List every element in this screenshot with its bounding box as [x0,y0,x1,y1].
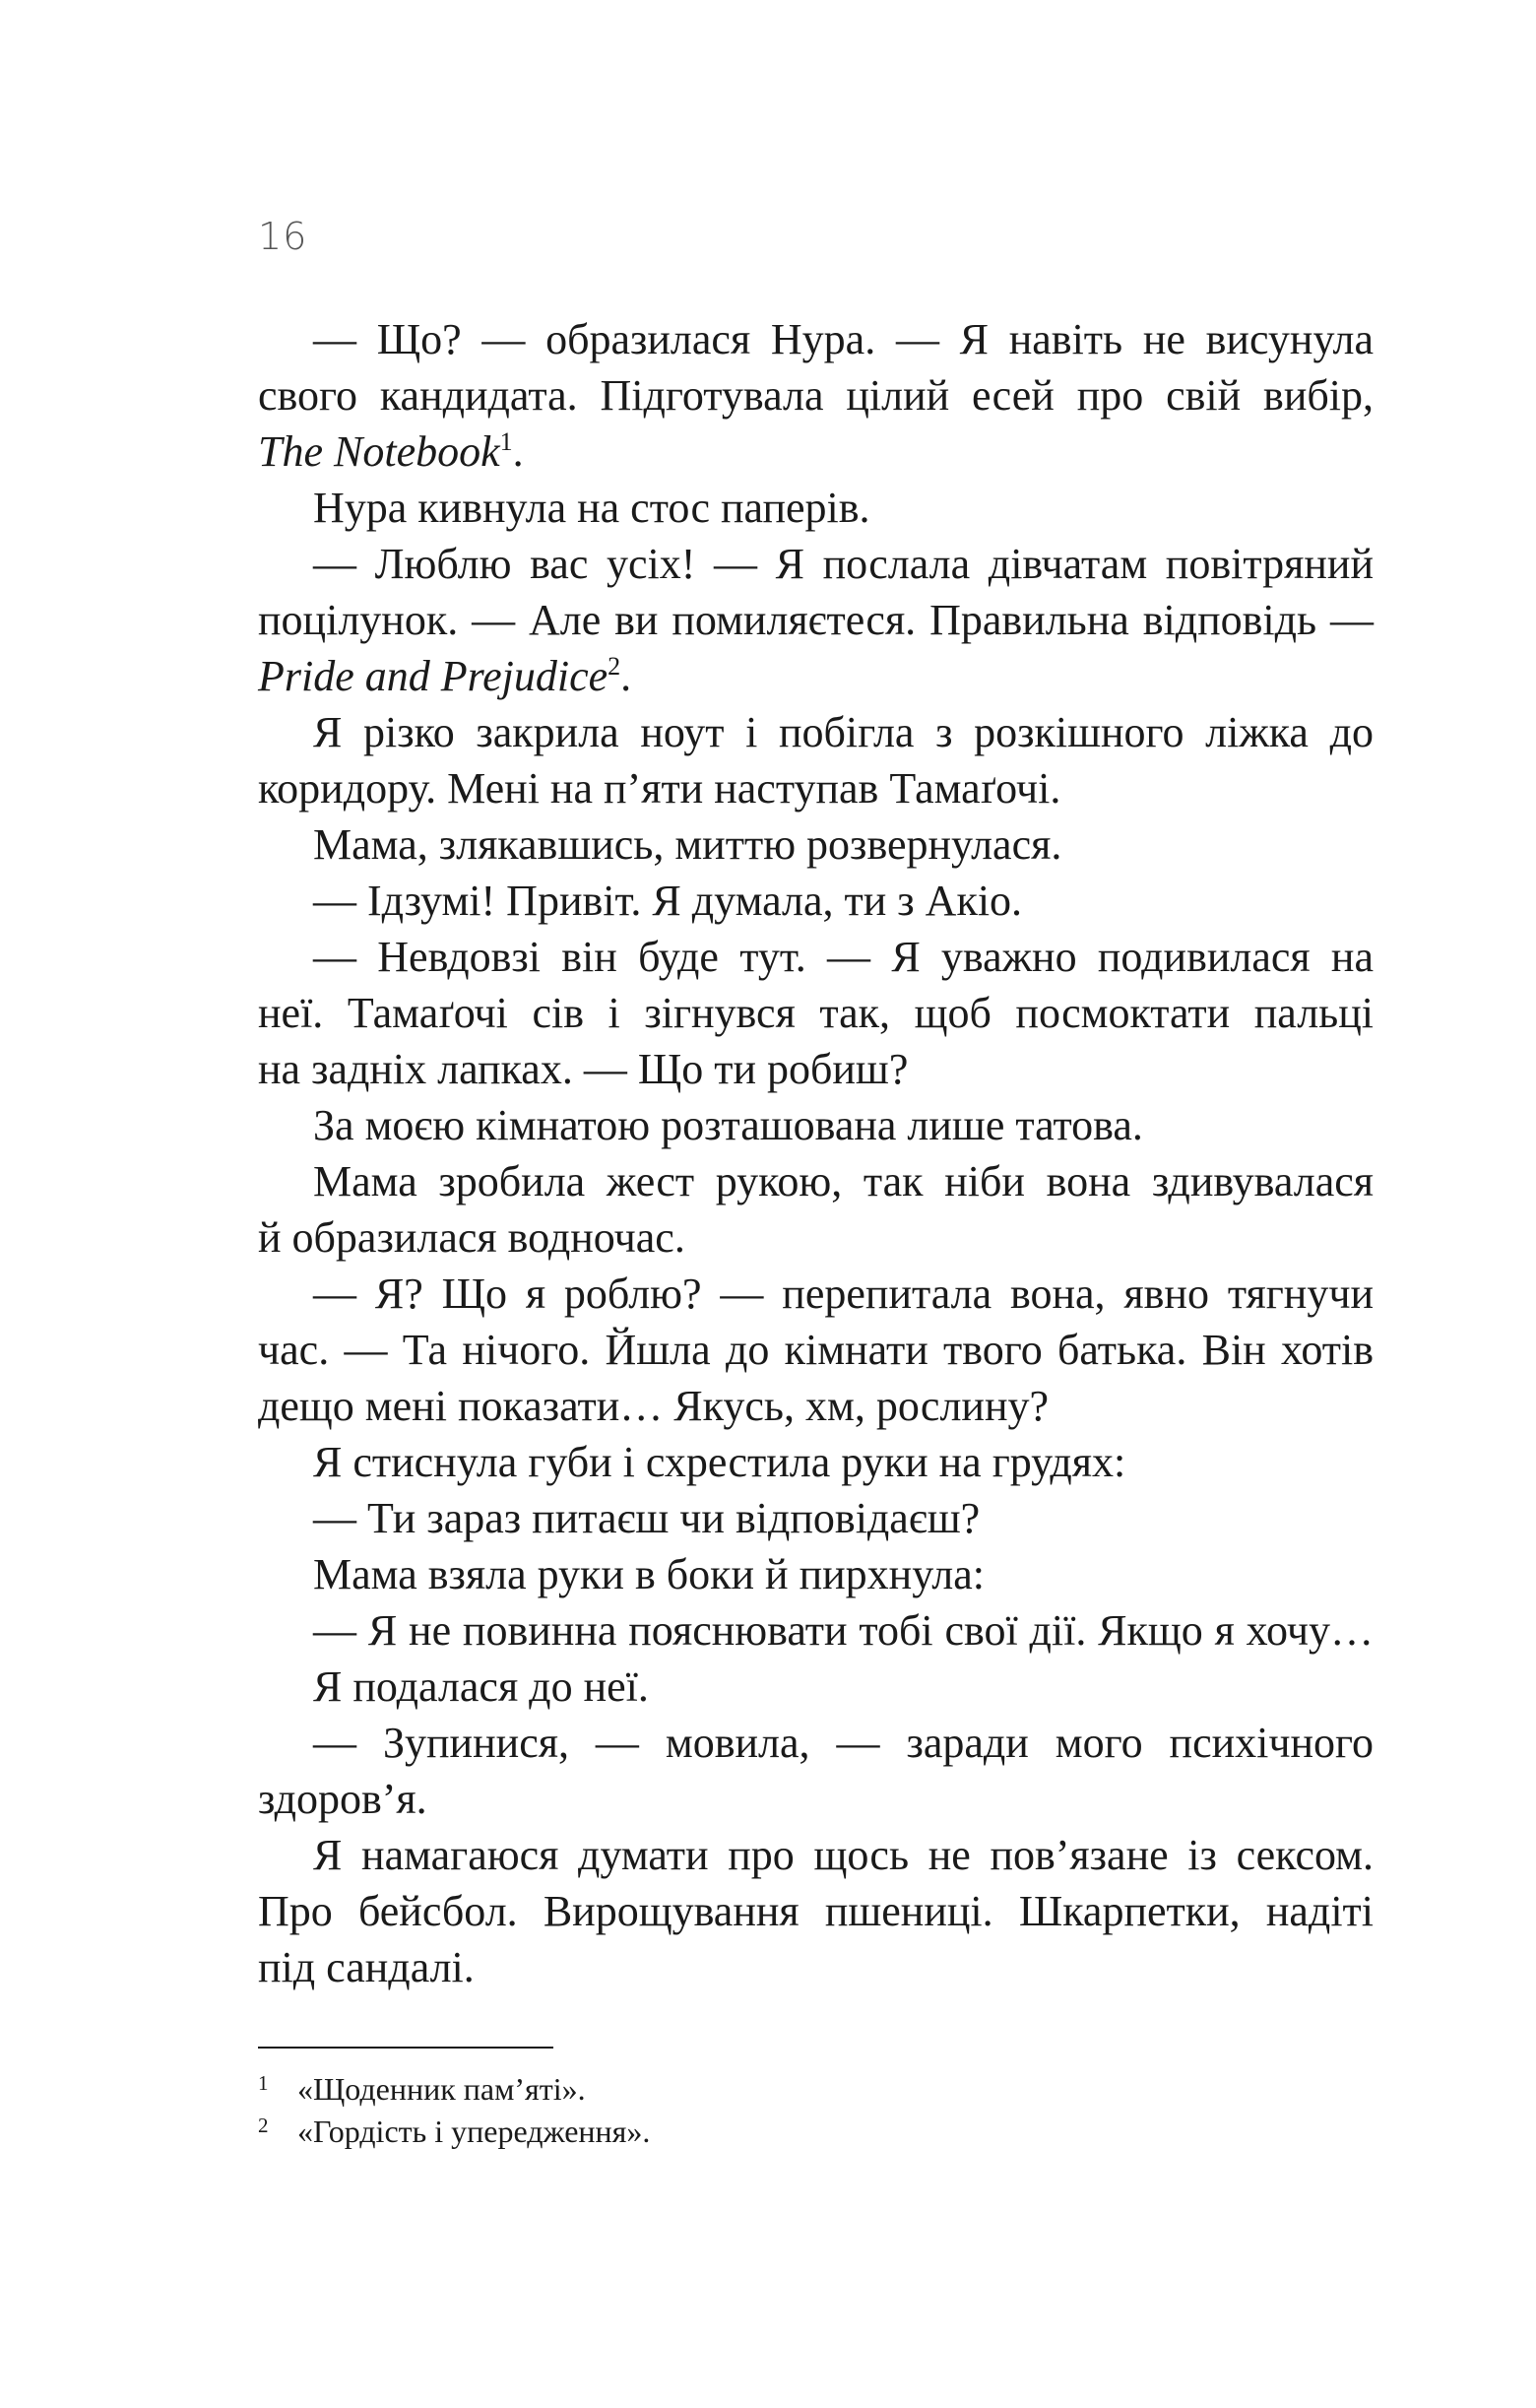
footnote-1: 1 «Щоденник пам’яті». [258,2071,586,2107]
text-line: й образилася водночас. [258,1213,685,1262]
text-line: дещо мені показати… Якусь, хм, рослину? [258,1382,1050,1430]
footnote-ref-2: 2 [608,652,621,681]
text-line: Нура кивнула на стос паперів. [313,484,870,532]
page-number: 16 [258,215,308,258]
text-line: Мама взяла руки в боки й пирхнула: [313,1550,985,1598]
text-line: на задніх лапках. — Що ти робиш? [258,1045,909,1093]
text-line: — Я не повинна пояснювати тобі свої дії. Якщо я хочу… [313,1606,1374,1655]
text-line: Мама, злякавшись, миттю розвернулася. [313,820,1062,869]
text-line: під сандалі. [258,1943,475,1991]
text-line [258,423,1374,480]
text-line [258,648,1374,704]
text-line: Я різко закрила ноут і побігла з розкішного ліжка до [313,708,1374,756]
text-line: — Зупинися, — мовила, — заради мого психічного [313,1719,1374,1767]
footnote-divider [258,2047,553,2049]
line-period: . [512,427,524,476]
text-line: свого кандидата. Підготувала цілий есей про свій вибір, [258,371,1374,420]
text-line: — Що? — образилася Нура. — Я навіть не висунула [313,315,1374,363]
text-line: Мама зробила жест рукою, так ніби вона здивувалася [313,1157,1374,1205]
text-line: — Люблю вас усіх! — Я послала дівчатам повітряний [313,540,1374,588]
text-line: коридору. Мені на п’яти наступав Тамаґочі. [258,764,1061,813]
footnote-text: «Щоденник пам’яті». [297,2071,586,2107]
text-line: неї. Тамаґочі сів і зігнувся так, щоб посмоктати пальці [258,989,1374,1037]
text-line: Про бейсбол. Вирощування пшениці. Шкарпетки, надіті [258,1887,1374,1935]
footnote-text: «Гордість і упередження». [297,2114,651,2149]
text-line: — Я? Що я роблю? — перепитала вона, явно тягнучи [313,1269,1374,1318]
text-line: За моєю кімнатою розташована лише татова. [313,1101,1143,1149]
footnotes [258,2068,1374,2153]
text-line: поцілунок. — Але ви помиляєтеся. Правильна відповідь — [258,596,1374,644]
text-line: — Ти зараз питаєш чи відповідаєш? [313,1494,981,1542]
footnote-ref-1: 1 [499,427,513,456]
line-period: . [620,652,632,700]
text-line: Я подалася до неї. [313,1662,649,1711]
body-text [258,311,1374,1995]
footnote-2: 2 «Гордість і упередження». [258,2114,651,2149]
book-title-the-notebook: The Notebook [258,427,500,476]
text-line: Я стиснула губи і схрестила руки на грудях: [313,1438,1126,1486]
book-title-pride-and-prejudice: Pride and Prejudice [258,652,608,700]
text-line: — Ідзумі! Привіт. Я думала, ти з Акіо. [313,877,1023,925]
text-line: час. — Та нічого. Йшла до кімнати твого батька. Він хотів [258,1326,1374,1374]
text-line: здоров’я. [258,1775,427,1823]
text-line: Я намагаюся думати про щось не пов’язане із сексом. [313,1831,1374,1879]
text-line: — Невдовзі він буде тут. — Я уважно подивилася на [313,933,1374,981]
